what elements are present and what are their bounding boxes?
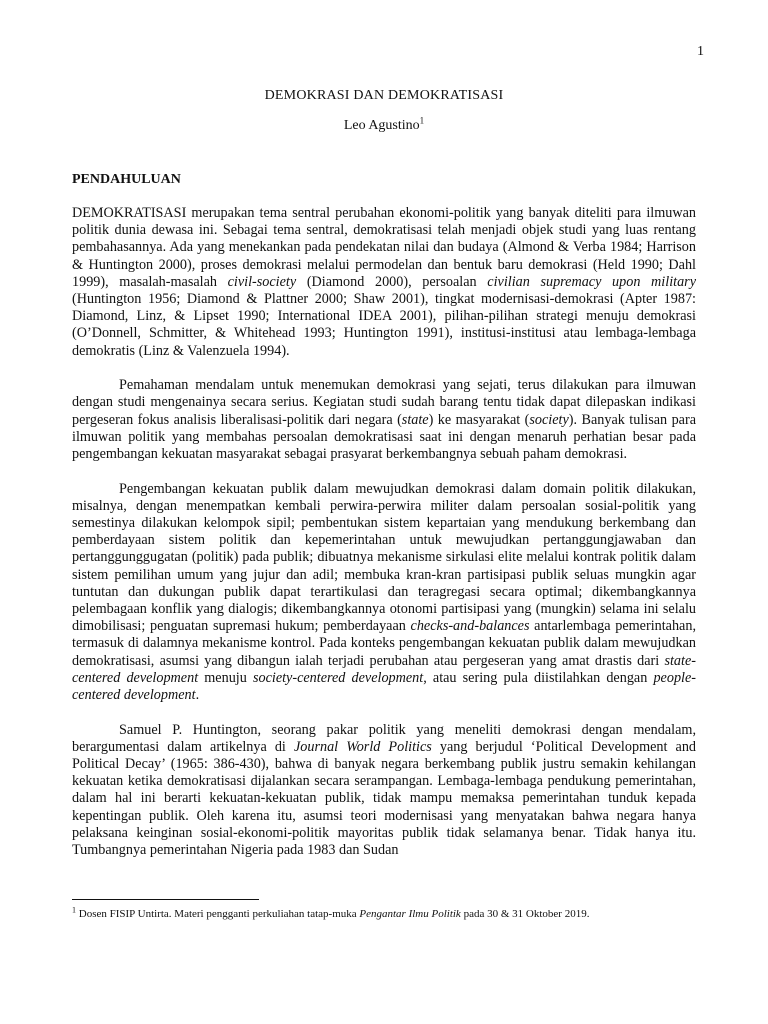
author-line <box>72 115 696 134</box>
footnote-separator <box>72 899 259 900</box>
footnote-text-end: pada 30 & 31 Oktober 2019. <box>460 908 590 920</box>
author-name: Leo Agustino <box>343 118 420 133</box>
text-run: ). Banyak tulisan para ilmuwan politik yang membahas persoalan demokratisasi saat ini dengan menaruh perhatian besar pada pengembangan kekuatan masyarakat sebagai prasyarat berkembangnya sebuah paham demokrasi. <box>72 411 696 463</box>
paragraph <box>72 481 696 705</box>
text-run: Pemahaman mendalam untuk menemukan demokrasi yang sejati, terus dilakukan para ilmuwan dengan studi mengenainya secara serius. Kegiatan studi sudah barang tentu tidak dapat dilepaskan indikasi pergeseran fokus analisis liberalisasi-politik dari negara ( <box>72 377 696 428</box>
footnote-course-title: Pengantar Ilmu Politik <box>359 908 461 920</box>
text-run: , atau sering pula diistilahkan dengan <box>423 669 654 686</box>
footnote-mark: 1 <box>72 905 76 915</box>
italic-term: state <box>401 411 429 428</box>
italic-term: civil-society <box>227 273 297 290</box>
text-run: . <box>195 687 200 704</box>
footnote-text: Dosen FISIP Untirta. Materi pengganti perkuliahan tatap-muka <box>76 908 360 920</box>
section-heading: PENDAHULUAN <box>72 172 181 187</box>
italic-term: state-centered development <box>72 652 696 686</box>
italic-term: civilian supremacy upon military <box>487 273 696 290</box>
document-title: DEMOKRASI DAN DEMOKRATISASI <box>264 88 504 103</box>
text-run: Pengembangan kekuatan publik dalam mewujudkan demokrasi dalam domain politik dilakukan, misalnya, dengan menempatkan kembali perwira-perwira militer dalam persoalan sosial-politik yang semestinya dilakukan kelompok sipil; pembentukan sistem kepartaian yang mendukung berkembang dan pemberdayaan sistem politik dan kepemerintahan untuk mewujudkan pertanggungjawaban dan pertanggunggugatan (politik) pada publik; dibuatnya mekanisme sirkulasi elite melalui kontrak politik dalam sistem pemilihan umum yang jujur dan adil; membuka kran-kran partisipasi publik seluas mungkin agar tuntutan dan dukungan publik dapat terartikulasi dan teragregasi secara optimal; dikembangkannya pelembagaan konflik yang dialogis; dikembangkannya otonomi partisipasi yang (mungkin) selama ini selalu dimobilisasi; penguatan supremasi hukum; pemberdayaan <box>72 480 696 635</box>
author-footnote-mark[interactable]: 1 <box>419 115 425 126</box>
italic-term: society <box>529 411 569 428</box>
italic-term: people-centered development <box>72 669 696 704</box>
body-text <box>72 205 696 859</box>
italic-term: Journal World Politics <box>293 738 432 755</box>
text-run: yang berjudul ‘Political Development and Political Decay’ (1965: 386-430), bahwa di banyak negara berkembang publik justru semakin kehilangan kekuatan ketika demokratisasi dijalankan secara serampangan. Lembaga-lembaga pendukung pemerintahan, dalam hal ini berarti kekuatan-kekuatan publik, tidak mampu memaksa pemerintahan tunduk kepada kepentingan publik. Oleh karena itu, asumsi teori modernisasi yang menyatakan bahwa negara hanya pelaksana keinginan sosial-ekonomi-politik mayoritas publik tidak selamanya benar. Tidak hanya itu. Tumbangnya pemerintahan Nigeria pada 1983 dan Sudan <box>72 738 697 859</box>
text-run: Samuel P. Huntington, seorang pakar politik yang meneliti demokrasi dengan mendalam, berargumentasi dalam artikelnya di <box>72 721 696 755</box>
text-run: (Diamond 2000), persoalan <box>296 273 488 290</box>
italic-term: society-centered development <box>252 669 424 686</box>
page-number: 1 <box>697 44 704 59</box>
text-run: DEMOKRATISASI merupakan tema sentral perubahan ekonomi-politik yang banyak diteliti para ilmuwan politik dunia dewasa ini. Sebagai tema sentral, demokratisasi telah menjadi objek studi yang luas rentang pembahasannya. Ada yang menekankan pada pendekatan nilai dan budaya (Almond & Verba 1984; Harrison & Huntington 2000), proses demokrasi melalui permodelan dan bentuk baru demokrasi (Held 1990; Dahl 1999), masalah-masalah <box>72 205 696 290</box>
italic-term: checks-and-balances <box>410 618 530 635</box>
text-run: menuju <box>198 669 253 686</box>
paragraph <box>72 377 696 463</box>
footnote <box>72 907 696 922</box>
text-run: antarlembaga pemerintahan, termasuk di dalamnya mekanisme kontrol. Pada konteks pengembangan kekuatan publik dalam mewujudkan demokratisasi, asumsi yang dibangun ialah terjadi perubahan atau pergeseran yang amat drastis dari <box>72 618 696 669</box>
text-run: (Huntington 1956; Diamond & Plattner 2000; Shaw 2001), tingkat modernisasi-demokrasi (Apter 1987: Diamond, Linz, & Lipset 1990; International IDEA 2001), pilihan-pilihan strategi menuju demokrasi (O’Donnell, Schmitter, & Whitehead 1993; Huntington 1991), institusi-institusi atau lembaga-lembaga demokratis (Linz & Valenzuela 1994). <box>72 291 696 359</box>
paragraph <box>72 205 696 360</box>
text-run: ) ke masyarakat ( <box>428 411 530 428</box>
paragraph <box>72 722 696 860</box>
